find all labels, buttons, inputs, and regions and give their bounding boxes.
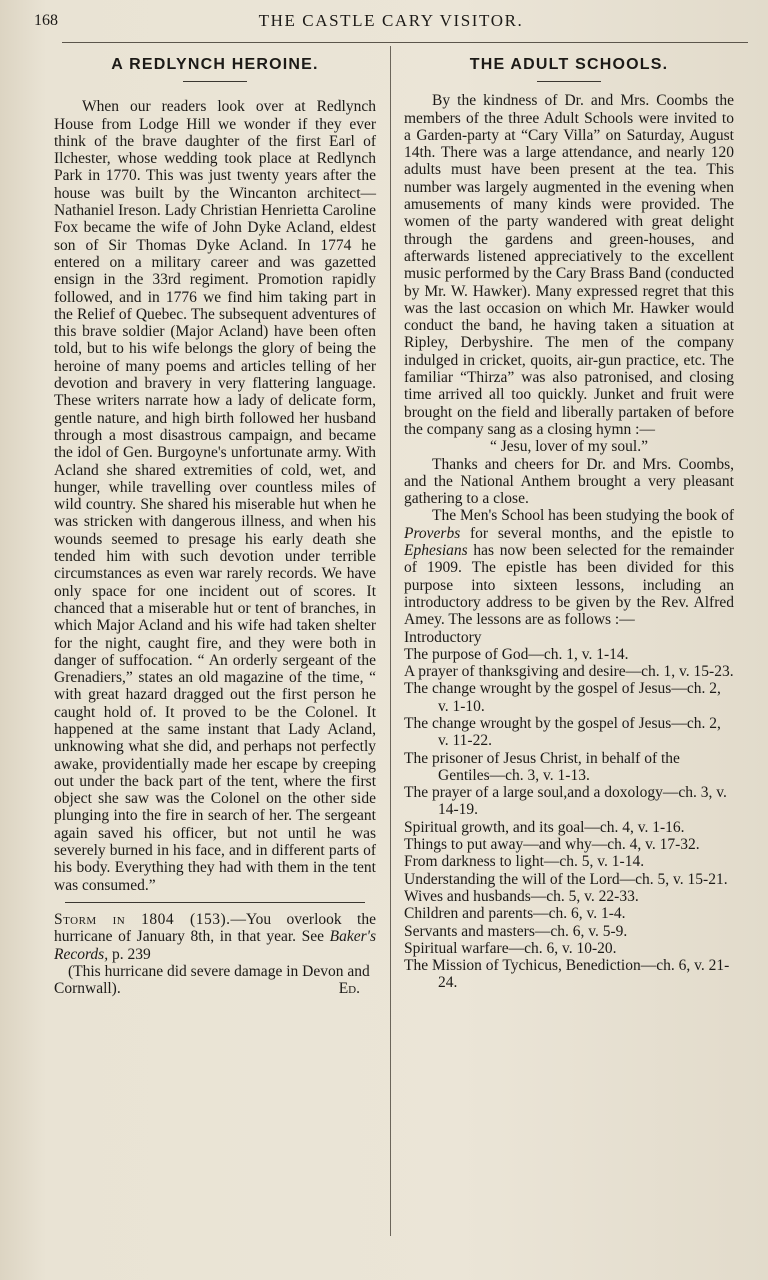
lessons-list xyxy=(404,629,734,992)
note-text: —You overlook the hurricane of January 8th, in that year. See xyxy=(54,910,376,946)
lesson-item: Spiritual growth, and its goal—ch. 4, v. 1-16. xyxy=(404,818,685,836)
note-page-ref: p. 239 xyxy=(108,945,151,963)
header-rule xyxy=(62,42,748,43)
page-header xyxy=(34,8,748,36)
lesson-item: Spiritual warfare—ch. 6, v. 10-20. xyxy=(404,939,617,957)
column-divider xyxy=(390,46,391,1236)
storm-note xyxy=(54,911,376,997)
lesson-item: Things to put away—and why—ch. 4, v. 17-32. xyxy=(404,836,700,854)
left-column xyxy=(54,52,376,997)
lesson-item: The prisoner of Jesus Christ, in behalf of the Gentiles—ch. 3, v. 1-13. xyxy=(404,749,680,784)
journal-title: THE CASTLE CARY VISITOR. xyxy=(258,11,524,30)
lesson-item: The change wrought by the gospel of Jesus—ch. 2, v. 1-10. xyxy=(404,680,721,715)
title-rule xyxy=(537,81,601,82)
left-article-body: When our readers look over at Redlynch House from Lodge Hill we wonder if they ever think of the brave daughter of the first Earl of Ilchester, whose wedding took place at Redlynch Park in 1770. This was just twenty years after the house was built by the Wincanton architect—Nathaniel Ireson. Lady Christian Henrietta Caroline Fox became the wife of John Dyke Acland, eldest son of Sir Thomas Dyke Acland. In 1774 he entered on a military career and was gazetted ensign in the 33rd regiment. Promotion rapidly followed, and in 1776 we find him taking part in the Relief of Quebec. The subsequent adventures of this brave soldier (Major Acland) have been often told, but to his wife belongs the glory of being the heroine of many poems and articles telling of her devotion and bravery in very flattering language. These writers narrate how a lady of delicate form, gentle nature, and high birth followed her husband through a most disastrous campaign, and became the idol of Gen. Burgoyne's unfortunate army. With Acland she shared extremities of cold, wet, and hunger, while travelling over countless miles of wild country. She shared his miserable hut when he was stricken with dangerous illness, and when his wounds seemed to presage his early death she tended him with such devotion under terrible circumstances as even war rarely records. We have only space for one incident out of scores. It chanced that a miserable hut or tent of branches, in which Major Acland and his wife had taken shelter for the night, caught fire, and they were both in danger of suffocation. “ An orderly sergeant of the Grenadiers,” states an old magazine of the time, “ with great hazard dragged out the first person he caught hold of. It proved to be the Colonel. It happened at the same instant that Lady Acland, unknowing what she did, and perhaps not perfectly awake, providentially made her escape by creeping out under the back part of the tent, where the first object she saw was the Colonel on the other side plunging into the fire in search of her. The sergeant again saved his officer, but not until he was severely burned in his face, and in different parts of his body. Everything they had with them in the tent was consumed.” xyxy=(54,98,376,894)
para3-text: The Men's School has been studying the book of xyxy=(432,507,734,525)
page-number: 168 xyxy=(34,12,58,29)
note-editor: Ed. xyxy=(338,980,360,998)
lesson-item: The Mission of Tychicus, Benediction—ch. 6, v. 21-24. xyxy=(404,957,730,992)
lesson-item: The purpose of God—ch. 1, v. 1-14. xyxy=(404,645,629,663)
note-reply: (This hurricane did severe damage in Devon and Cornwall). xyxy=(54,962,370,998)
ephesians-italic: Ephesians xyxy=(404,542,468,560)
lesson-item: Understanding the will of the Lord—ch. 5, v. 15-21. xyxy=(404,870,728,888)
right-article-para2: Thanks and cheers for Dr. and Mrs. Coombs, and the National Anthem brought a very pleasant gathering to a close. xyxy=(404,455,734,508)
right-article-para3 xyxy=(404,507,734,628)
lesson-item: Introductory xyxy=(404,628,482,646)
hymn-title: “ Jesu, lover of my soul.” xyxy=(490,438,648,456)
para3-text: for several months, and the epistle to xyxy=(460,524,734,542)
right-column xyxy=(404,52,734,992)
title-rule xyxy=(183,81,247,82)
right-article-title: THE ADULT SCHOOLS. xyxy=(469,56,669,73)
lesson-item: Children and parents—ch. 6, v. 1-4. xyxy=(404,905,626,923)
left-article-title: A REDLYNCH HEROINE. xyxy=(111,56,319,73)
proverbs-italic: Proverbs xyxy=(404,524,461,542)
note-lead: Storm in 1804 (153). xyxy=(54,910,231,928)
lesson-item: Wives and husbands—ch. 5, v. 22-33. xyxy=(404,887,639,905)
lesson-item: The prayer of a large soul,and a doxology—ch. 3, v. 14-19. xyxy=(404,784,727,819)
note-rule xyxy=(65,902,365,903)
lesson-item: From darkness to light—ch. 5, v. 1-14. xyxy=(404,853,645,871)
right-article-para1: By the kindness of Dr. and Mrs. Coombs the members of the three Adult Schools were invited to a Garden-party at “Cary Villa” on Saturday, August 14th. There was a large attendance, and nearly 120 adults must have been present at the tea. This number was largely augmented in the evening when amusements of many kinds were provided. The women of the party wandered with great delight through the gardens and green-houses, and afterwards listened appreciatively to the excellent music performed by the Cary Brass Band (conducted by Mr. W. Hawker). Many expressed regret that this was the last occasion on which Mr. Hawker would conduct the band, he having taken a situation at Ripley, Derbyshire. The men of the company indulged in cricket, quoits, air-gun practice, etc. The familiar “Thirza” was also patronised, and closing time arrived all too quickly. Junket and fruit were brought on the field and liberally partaken of before the company sang as a closing hymn :— xyxy=(404,92,734,438)
lesson-item: The change wrought by the gospel of Jesus—ch. 2, v. 11-22. xyxy=(404,714,721,750)
note-citation: Baker's Records, xyxy=(54,928,376,963)
lesson-item: Servants and masters—ch. 6, v. 5-9. xyxy=(404,922,628,940)
para3-text: has now been selected for the remainder of 1909. The epistle has been divided for this purpose into sixteen lessons, including an introductory address to be given by the Rev. Alfred Amey. The lessons are as follows :— xyxy=(404,542,734,629)
lesson-item: A prayer of thanksgiving and desire—ch. 1, v. 15-23. xyxy=(404,663,734,681)
